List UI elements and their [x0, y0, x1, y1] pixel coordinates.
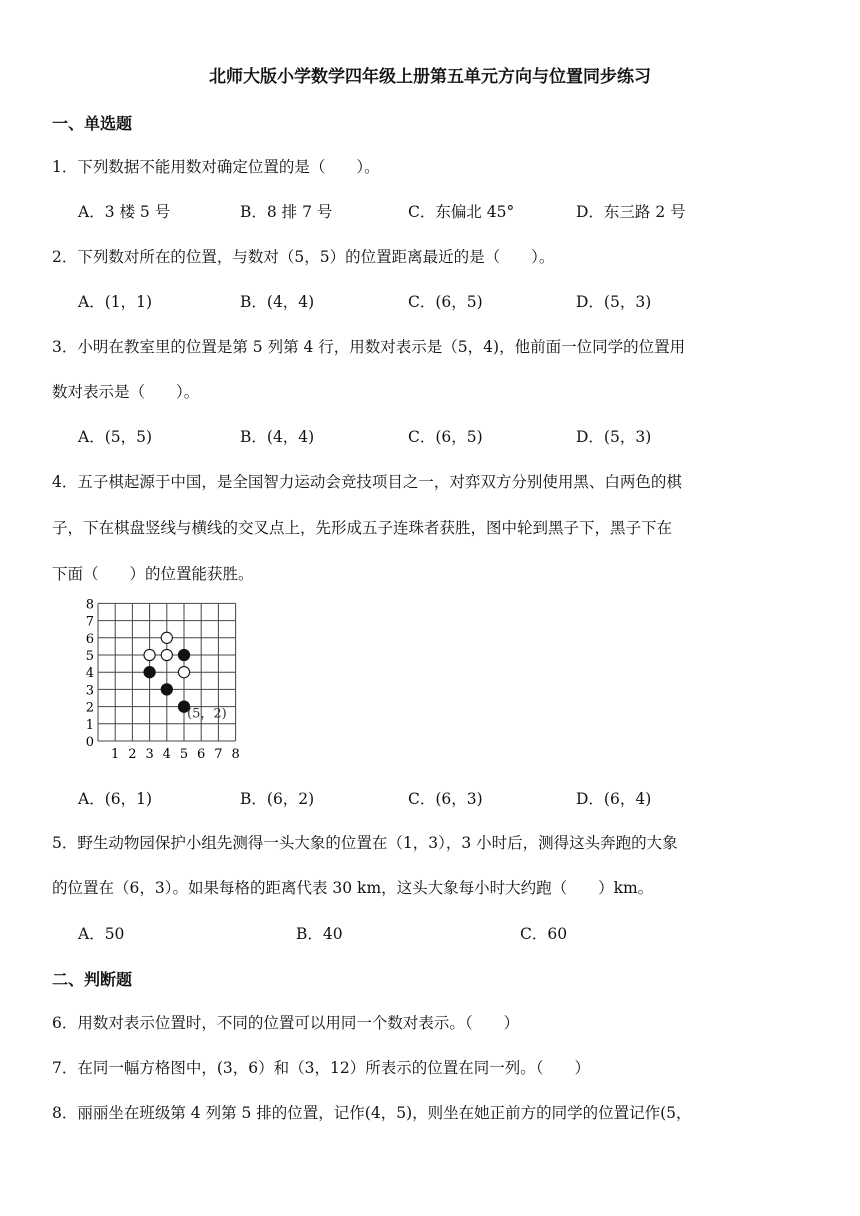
q3-option-d[interactable]: D．(5，3) — [576, 428, 652, 446]
question-6-text: 6．用数对表示位置时，不同的位置可以用同一个数对表示。（ ） — [52, 1014, 520, 1032]
x-tick-label: 3 — [145, 747, 154, 762]
x-tick-label: 6 — [197, 747, 206, 762]
q2-option-a[interactable]: A．(1，1) — [78, 293, 153, 311]
q3-option-c[interactable]: C．(6，5) — [408, 428, 483, 446]
y-tick-label: 6 — [85, 631, 94, 647]
q4-option-b[interactable]: B．(6，2) — [240, 790, 315, 808]
q5-option-b[interactable]: B．40 — [296, 925, 343, 943]
black-stone — [144, 667, 155, 678]
y-tick-label: 3 — [85, 683, 94, 699]
q1-option-b[interactable]: B．8 排 7 号 — [240, 203, 333, 221]
y-tick-label: 2 — [85, 700, 94, 716]
question-1-options — [78, 200, 818, 222]
q5-option-c[interactable]: C．60 — [520, 925, 568, 943]
q4-option-d[interactable]: D．(6，4) — [576, 790, 652, 808]
black-stone — [161, 684, 172, 695]
black-stone-coordinate-label: (5，2) — [187, 706, 227, 722]
question-3-text-line-2: 数对表示是（ ）。 — [52, 383, 200, 401]
y-tick-label: 0 — [85, 735, 94, 750]
y-tick-label: 7 — [85, 614, 94, 630]
q4-option-a[interactable]: A．(6，1) — [78, 790, 153, 808]
x-tick-label: 2 — [128, 747, 137, 762]
question-8-text: 8．丽丽坐在班级第 4 列第 5 排的位置，记作(4，5)，则坐在她正前方的同学的位置记作(5， — [52, 1104, 692, 1122]
question-4-options — [78, 787, 818, 809]
question-5-text-line-2: 的位置在（6，3）。如果每格的距离代表 30 km，这头大象每小时大约跑（ ）km。 — [52, 879, 654, 897]
question-2-text: 2．下列数对所在的位置，与数对（5，5）的位置距离最近的是（ ）。 — [52, 248, 555, 266]
question-3-text-line-1: 3．小明在教室里的位置是第 5 列第 4 行，用数对表示是（5，4)，他前面一位同学的位置用 — [52, 338, 686, 356]
gomoku-board-figure — [70, 594, 250, 766]
q3-option-b[interactable]: B．(4，4) — [240, 428, 315, 446]
board-tick-labels — [86, 597, 240, 762]
x-tick-label: 4 — [162, 747, 171, 762]
question-5-text-line-1: 5．野生动物园保护小组先测得一头大象的位置在（1，3），3 小时后，测得这头奔跑的大象 — [52, 834, 678, 852]
question-4-text-line-2: 子，下在棋盘竖线与横线的交叉点上，先形成五子连珠者获胜，图中轮到黑子下，黑子下在 — [52, 519, 673, 537]
y-tick-label: 4 — [85, 666, 94, 682]
question-4-text-line-3: 下面（ ）的位置能获胜。 — [52, 565, 254, 583]
section-heading-judgement: 二、判断题 — [52, 970, 133, 989]
white-stone — [178, 667, 189, 678]
q1-option-c[interactable]: C．东偏北 45° — [408, 203, 515, 221]
section-heading-single-choice: 一、单选题 — [52, 114, 133, 133]
question-4-text-line-1: 4．五子棋起源于中国，是全国智力运动会竞技项目之一，对弈双方分别使用黑、白两色的棋 — [52, 473, 682, 491]
black-stone — [178, 649, 189, 660]
white-stone — [144, 649, 155, 660]
question-7-text: 7．在同一幅方格图中，(3，6）和（3，12）所表示的位置在同一列。（ ） — [52, 1059, 590, 1077]
x-tick-label: 1 — [111, 747, 120, 762]
y-tick-label: 8 — [85, 597, 94, 613]
x-tick-label: 7 — [214, 747, 223, 762]
worksheet-title: 北师大版小学数学四年级上册第五单元方向与位置同步练习 — [209, 67, 651, 87]
q1-option-a[interactable]: A．3 楼 5 号 — [78, 203, 171, 221]
q4-option-c[interactable]: C．(6，3) — [408, 790, 483, 808]
y-tick-label: 1 — [85, 717, 94, 733]
y-tick-label: 5 — [85, 649, 94, 664]
question-2-options — [78, 290, 818, 312]
white-stone — [161, 649, 172, 660]
question-1-text: 1．下列数据不能用数对确定位置的是（ ）。 — [52, 158, 380, 176]
q2-option-b[interactable]: B．(4，4) — [240, 293, 315, 311]
x-tick-label: 8 — [231, 747, 240, 762]
q3-option-a[interactable]: A．(5，5) — [78, 428, 153, 446]
q2-option-c[interactable]: C．(6，5) — [408, 293, 483, 311]
white-stone — [161, 632, 172, 643]
question-3-options — [78, 425, 818, 447]
x-tick-label: 5 — [179, 747, 189, 762]
q2-option-d[interactable]: D．(5，3) — [576, 293, 652, 311]
question-5-options — [78, 922, 818, 944]
q5-option-a[interactable]: A．50 — [78, 925, 125, 943]
q1-option-d[interactable]: D．东三路 2 号 — [576, 203, 686, 221]
